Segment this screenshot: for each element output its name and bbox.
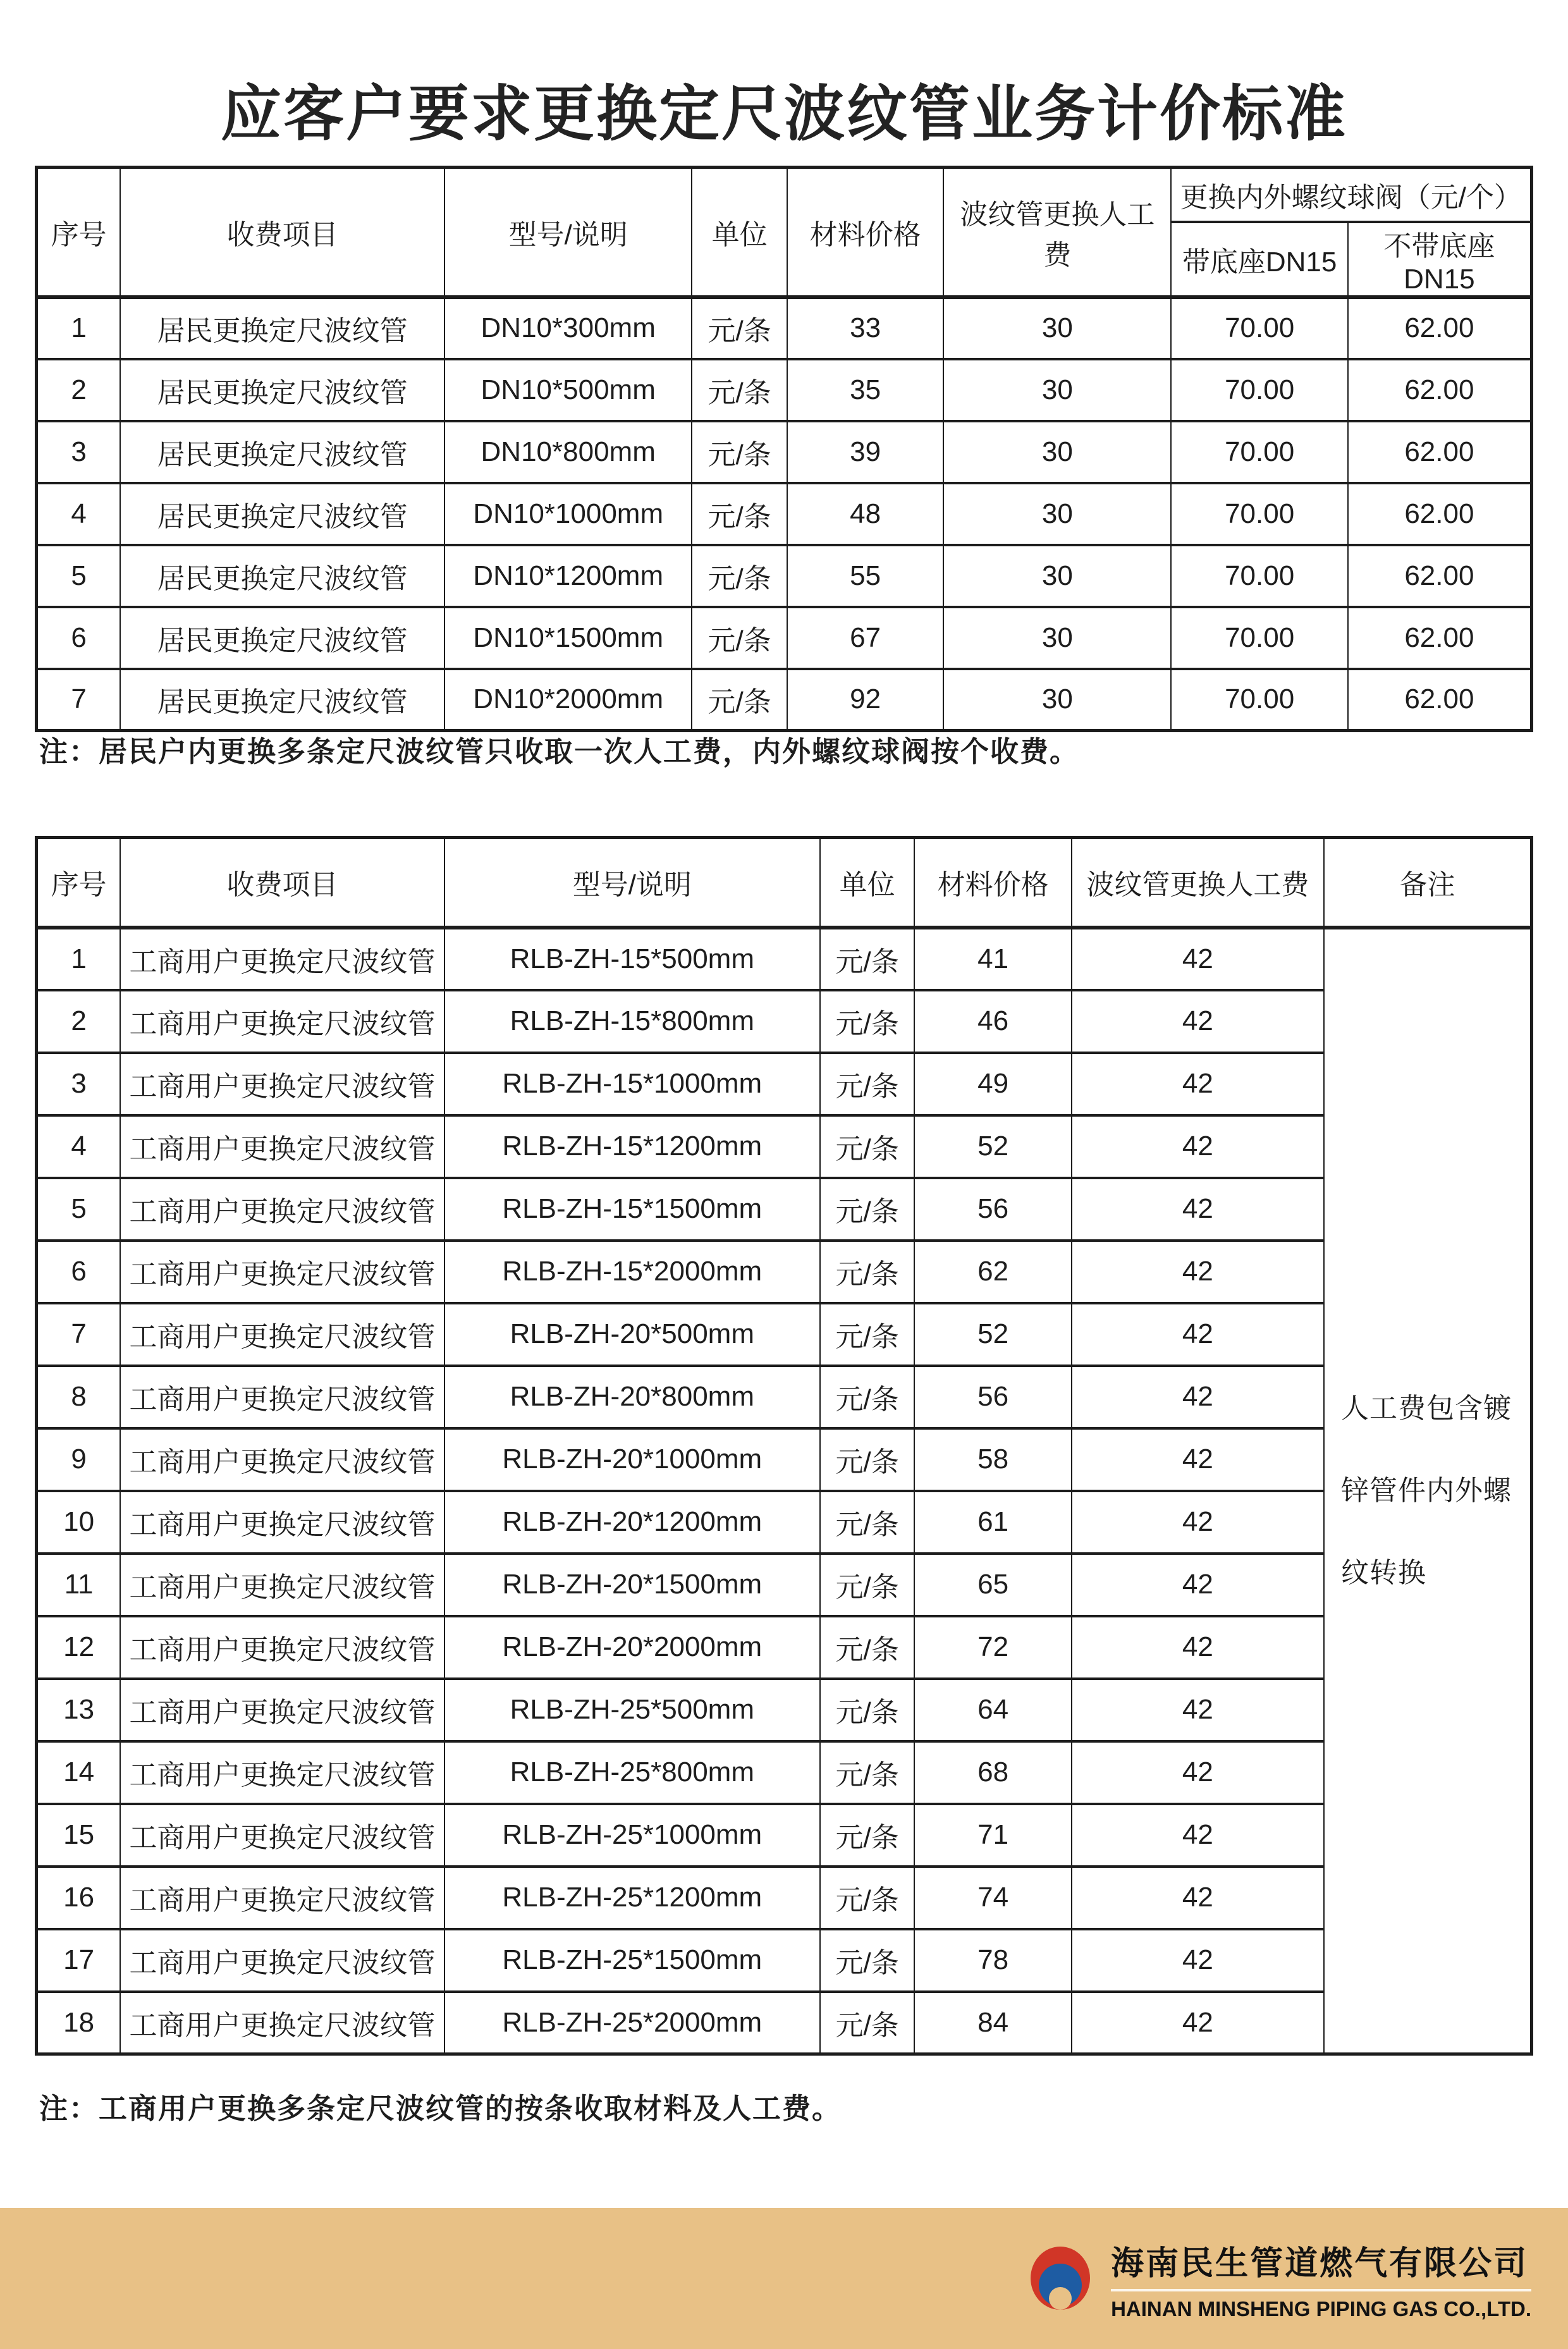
table-cell: 元/条 <box>692 421 787 483</box>
table-cell: 7 <box>37 1303 121 1366</box>
table-cell: 工商用户更换定尺波纹管 <box>120 1741 444 1804</box>
table-cell: 48 <box>787 483 943 545</box>
table-cell: 元/条 <box>820 1679 915 1741</box>
company-name-en: HAINAN MINSHENG PIPING GAS CO.,LTD. <box>1111 2297 1531 2321</box>
table-cell: RLB-ZH-15*1200mm <box>444 1115 820 1178</box>
table-cell: 2 <box>37 990 121 1053</box>
table-row <box>37 1491 1532 1554</box>
table-cell: 工商用户更换定尺波纹管 <box>120 1679 444 1741</box>
table-cell: 52 <box>914 1303 1071 1366</box>
table-cell: RLB-ZH-25*500mm <box>444 1679 820 1741</box>
table-cell: 67 <box>787 607 943 669</box>
table-row <box>37 1366 1532 1428</box>
table-row <box>37 359 1532 421</box>
table-row <box>37 1741 1532 1804</box>
column-header-labor-fee: 波纹管更换人工费 <box>1072 838 1324 928</box>
table-cell: 工商用户更换定尺波纹管 <box>120 928 444 990</box>
table-cell: 居民更换定尺波纹管 <box>120 545 444 607</box>
table-row <box>37 1115 1532 1178</box>
page-title: 应客户要求更换定尺波纹管业务计价标准 <box>221 80 1347 149</box>
table-cell: 元/条 <box>820 1867 915 1929</box>
table-cell: 30 <box>943 669 1171 731</box>
column-header-valve-group: 更换内外螺纹球阀（元/个） <box>1171 168 1531 222</box>
column-header-item: 收费项目 <box>120 168 444 297</box>
table-cell: 70.00 <box>1171 359 1347 421</box>
company-name-block <box>1111 2236 1531 2321</box>
company-name-cn: 海南民生管道燃气有限公司 <box>1111 2245 1529 2282</box>
table-cell: 41 <box>914 928 1071 990</box>
residential-pricing-table <box>35 166 1533 732</box>
column-header-labor-fee: 波纹管更换人工费 <box>943 168 1171 297</box>
table-row <box>37 1679 1532 1741</box>
table-row <box>37 297 1532 359</box>
table-row <box>37 421 1532 483</box>
table-cell: 元/条 <box>820 1929 915 1992</box>
table-cell: 42 <box>1072 1053 1324 1115</box>
table-cell: 14 <box>37 1741 121 1804</box>
table-cell: 62.00 <box>1348 607 1532 669</box>
table-cell: 35 <box>787 359 943 421</box>
table-cell: DN10*500mm <box>444 359 692 421</box>
table-cell: 42 <box>1072 1804 1324 1867</box>
table-cell: 30 <box>943 359 1171 421</box>
table-cell: 15 <box>37 1804 121 1867</box>
table-cell: 42 <box>1072 1241 1324 1303</box>
table-cell: 元/条 <box>692 359 787 421</box>
table-cell: 居民更换定尺波纹管 <box>120 669 444 731</box>
table-cell: RLB-ZH-20*800mm <box>444 1366 820 1428</box>
table-cell: 工商用户更换定尺波纹管 <box>120 1366 444 1428</box>
table-cell: 居民更换定尺波纹管 <box>120 359 444 421</box>
table-cell: 3 <box>37 1053 121 1115</box>
table-cell: 元/条 <box>820 1366 915 1428</box>
table-cell: 62.00 <box>1348 421 1532 483</box>
logo-inner-circle <box>1049 2287 1072 2310</box>
column-header-index: 序号 <box>37 838 121 928</box>
table-cell: 8 <box>37 1366 121 1428</box>
column-header-material-price: 材料价格 <box>914 838 1071 928</box>
table-cell: 元/条 <box>820 1053 915 1115</box>
table-cell: 42 <box>1072 928 1324 990</box>
company-brand <box>1029 2208 1531 2349</box>
table-cell: 元/条 <box>820 1804 915 1867</box>
table-cell: 71 <box>914 1804 1071 1867</box>
table-cell: 工商用户更换定尺波纹管 <box>120 1804 444 1867</box>
table-cell: 56 <box>914 1366 1071 1428</box>
commercial-table-header <box>37 838 1532 928</box>
table-cell: 3 <box>37 421 121 483</box>
table-cell: 70.00 <box>1171 545 1347 607</box>
table-cell: 62.00 <box>1348 359 1532 421</box>
table-cell: 68 <box>914 1741 1071 1804</box>
commercial-pricing-table <box>35 836 1533 2056</box>
table-cell: 工商用户更换定尺波纹管 <box>120 990 444 1053</box>
table-cell: 工商用户更换定尺波纹管 <box>120 1616 444 1679</box>
table-cell: 42 <box>1072 1554 1324 1616</box>
table-cell: 元/条 <box>692 545 787 607</box>
table-row <box>37 990 1532 1053</box>
table-cell: RLB-ZH-20*1000mm <box>444 1428 820 1491</box>
table-cell: 4 <box>37 483 121 545</box>
table-row <box>37 1554 1532 1616</box>
table-cell: 2 <box>37 359 121 421</box>
table-cell: 39 <box>787 421 943 483</box>
table-cell: 42 <box>1072 1616 1324 1679</box>
table-cell: 工商用户更换定尺波纹管 <box>120 1115 444 1178</box>
table-cell: 9 <box>37 1428 121 1491</box>
table-row <box>37 928 1532 990</box>
table-row <box>37 545 1532 607</box>
table-cell: 11 <box>37 1554 121 1616</box>
table-cell: 1 <box>37 928 121 990</box>
table-cell: 元/条 <box>820 1178 915 1241</box>
table-cell: DN10*300mm <box>444 297 692 359</box>
table-row <box>37 607 1532 669</box>
table-cell: 18 <box>37 1992 121 2054</box>
table-cell: RLB-ZH-25*2000mm <box>444 1992 820 2054</box>
table-cell: 6 <box>37 607 121 669</box>
table-cell: 42 <box>1072 990 1324 1053</box>
table-cell: 55 <box>787 545 943 607</box>
table-cell: 74 <box>914 1867 1071 1929</box>
column-header-index: 序号 <box>37 168 121 297</box>
table-cell: 17 <box>37 1929 121 1992</box>
column-header-unit: 单位 <box>820 838 915 928</box>
table-cell: 64 <box>914 1679 1071 1741</box>
column-header-valve-with-base: 带底座DN15 <box>1171 222 1347 297</box>
table-cell: RLB-ZH-25*1200mm <box>444 1867 820 1929</box>
table-cell: 70.00 <box>1171 483 1347 545</box>
table-cell: 居民更换定尺波纹管 <box>120 421 444 483</box>
table-cell: 13 <box>37 1679 121 1741</box>
table-cell: 工商用户更换定尺波纹管 <box>120 1241 444 1303</box>
table-cell: 元/条 <box>820 1741 915 1804</box>
table-cell: 42 <box>1072 1366 1324 1428</box>
table-cell: 62 <box>914 1241 1071 1303</box>
table-cell: 工商用户更换定尺波纹管 <box>120 1554 444 1616</box>
table-cell: DN10*2000mm <box>444 669 692 731</box>
table-cell: 元/条 <box>820 1115 915 1178</box>
table-cell: RLB-ZH-15*500mm <box>444 928 820 990</box>
table-cell: 元/条 <box>820 1616 915 1679</box>
table-cell: 工商用户更换定尺波纹管 <box>120 1491 444 1554</box>
table-cell: 元/条 <box>820 928 915 990</box>
table-cell: 30 <box>943 297 1171 359</box>
table-cell: 6 <box>37 1241 121 1303</box>
column-header-unit: 单位 <box>692 168 787 297</box>
table-cell: 5 <box>37 545 121 607</box>
table-cell: 42 <box>1072 1992 1324 2054</box>
table-cell: 工商用户更换定尺波纹管 <box>120 1428 444 1491</box>
table-cell: 12 <box>37 1616 121 1679</box>
table-cell: 70.00 <box>1171 297 1347 359</box>
table-cell: 56 <box>914 1178 1071 1241</box>
table-cell: 62.00 <box>1348 297 1532 359</box>
table-cell: 42 <box>1072 1303 1324 1366</box>
table-cell: 42 <box>1072 1929 1324 1992</box>
table-cell: 10 <box>37 1491 121 1554</box>
table-cell: DN10*1000mm <box>444 483 692 545</box>
table-cell: 元/条 <box>820 1303 915 1366</box>
table-row <box>37 1303 1532 1366</box>
table-cell: 42 <box>1072 1491 1324 1554</box>
table-row <box>37 1053 1532 1115</box>
table-cell: 78 <box>914 1929 1071 1992</box>
residential-table-header <box>37 168 1532 297</box>
table-cell: 49 <box>914 1053 1071 1115</box>
table-cell: RLB-ZH-25*1500mm <box>444 1929 820 1992</box>
table-cell: 42 <box>1072 1115 1324 1178</box>
table-cell: 92 <box>787 669 943 731</box>
table-cell: 元/条 <box>820 1241 915 1303</box>
table-row <box>37 483 1532 545</box>
column-header-item: 收费项目 <box>120 838 444 928</box>
table-row <box>37 1241 1532 1303</box>
table-cell: 70.00 <box>1171 421 1347 483</box>
residential-note: 注：居民户内更换多条定尺波纹管只收取一次人工费，内外螺纹球阀按个收费。 <box>39 735 1080 768</box>
table-cell: 30 <box>943 545 1171 607</box>
table-cell: 工商用户更换定尺波纹管 <box>120 1178 444 1241</box>
table-cell: RLB-ZH-15*800mm <box>444 990 820 1053</box>
table-cell: 33 <box>787 297 943 359</box>
table-cell: 1 <box>37 297 121 359</box>
table-cell: RLB-ZH-15*2000mm <box>444 1241 820 1303</box>
table-row <box>37 1178 1532 1241</box>
table-cell: DN10*1500mm <box>444 607 692 669</box>
column-header-material-price: 材料价格 <box>787 168 943 297</box>
table-cell: 62.00 <box>1348 483 1532 545</box>
table-cell: 42 <box>1072 1679 1324 1741</box>
column-header-valve-without-base: 不带底座DN15 <box>1348 222 1532 297</box>
table-cell: 70.00 <box>1171 607 1347 669</box>
table-cell: 元/条 <box>692 297 787 359</box>
table-cell: RLB-ZH-20*1500mm <box>444 1554 820 1616</box>
residential-table-body <box>37 297 1532 731</box>
table-cell: 84 <box>914 1992 1071 2054</box>
table-row <box>37 1428 1532 1491</box>
table-cell: 42 <box>1072 1867 1324 1929</box>
table-cell: 70.00 <box>1171 669 1347 731</box>
table-cell: RLB-ZH-20*1200mm <box>444 1491 820 1554</box>
table-cell: 元/条 <box>692 669 787 731</box>
table-cell: RLB-ZH-25*800mm <box>444 1741 820 1804</box>
table-cell: 居民更换定尺波纹管 <box>120 607 444 669</box>
commercial-note: 注：工商用户更换多条定尺波纹管的按条收取材料及人工费。 <box>39 2092 842 2125</box>
table-cell: 元/条 <box>820 1428 915 1491</box>
table-cell: 42 <box>1072 1178 1324 1241</box>
table-cell: 30 <box>943 607 1171 669</box>
table-cell: 元/条 <box>820 990 915 1053</box>
table-row <box>37 1929 1532 1992</box>
table-cell: 5 <box>37 1178 121 1241</box>
column-header-model: 型号/说明 <box>444 168 692 297</box>
table-cell: 元/条 <box>820 1554 915 1616</box>
table-cell: 58 <box>914 1428 1071 1491</box>
brand-divider <box>1111 2289 1531 2291</box>
table-cell: 30 <box>943 483 1171 545</box>
table-cell: 42 <box>1072 1741 1324 1804</box>
table-cell: RLB-ZH-20*500mm <box>444 1303 820 1366</box>
table-cell: 工商用户更换定尺波纹管 <box>120 1929 444 1992</box>
remark-cell: 人工费包含镀锌管件内外螺纹转换 <box>1324 928 1532 2054</box>
table-row <box>37 669 1532 731</box>
company-logo-icon <box>1029 2246 1092 2312</box>
table-cell: 62.00 <box>1348 545 1532 607</box>
commercial-table-body <box>37 928 1532 2054</box>
table-cell: 工商用户更换定尺波纹管 <box>120 1992 444 2054</box>
table-cell: RLB-ZH-15*1000mm <box>444 1053 820 1115</box>
column-header-model: 型号/说明 <box>444 838 820 928</box>
table-cell: DN10*800mm <box>444 421 692 483</box>
table-cell: 61 <box>914 1491 1071 1554</box>
column-header-remark: 备注 <box>1324 838 1532 928</box>
table-cell: 工商用户更换定尺波纹管 <box>120 1867 444 1929</box>
table-cell: 元/条 <box>692 607 787 669</box>
table-cell: 52 <box>914 1115 1071 1178</box>
table-cell: 元/条 <box>692 483 787 545</box>
table-cell: 工商用户更换定尺波纹管 <box>120 1303 444 1366</box>
table-cell: RLB-ZH-20*2000mm <box>444 1616 820 1679</box>
table-cell: 62.00 <box>1348 669 1532 731</box>
table-cell: 4 <box>37 1115 121 1178</box>
table-cell: 7 <box>37 669 121 731</box>
footer-band <box>0 2208 1568 2349</box>
table-row <box>37 1867 1532 1929</box>
table-cell: 居民更换定尺波纹管 <box>120 483 444 545</box>
table-cell: 居民更换定尺波纹管 <box>120 297 444 359</box>
table-cell: 46 <box>914 990 1071 1053</box>
table-cell: 42 <box>1072 1428 1324 1491</box>
table-cell: 元/条 <box>820 1992 915 2054</box>
table-cell: RLB-ZH-25*1000mm <box>444 1804 820 1867</box>
table-cell: RLB-ZH-15*1500mm <box>444 1178 820 1241</box>
table-cell: 工商用户更换定尺波纹管 <box>120 1053 444 1115</box>
table-row <box>37 1992 1532 2054</box>
table-row <box>37 1616 1532 1679</box>
table-cell: 元/条 <box>820 1491 915 1554</box>
table-cell: 72 <box>914 1616 1071 1679</box>
table-cell: 16 <box>37 1867 121 1929</box>
table-cell: 30 <box>943 421 1171 483</box>
table-row <box>37 1804 1532 1867</box>
table-cell: DN10*1200mm <box>444 545 692 607</box>
table-cell: 65 <box>914 1554 1071 1616</box>
